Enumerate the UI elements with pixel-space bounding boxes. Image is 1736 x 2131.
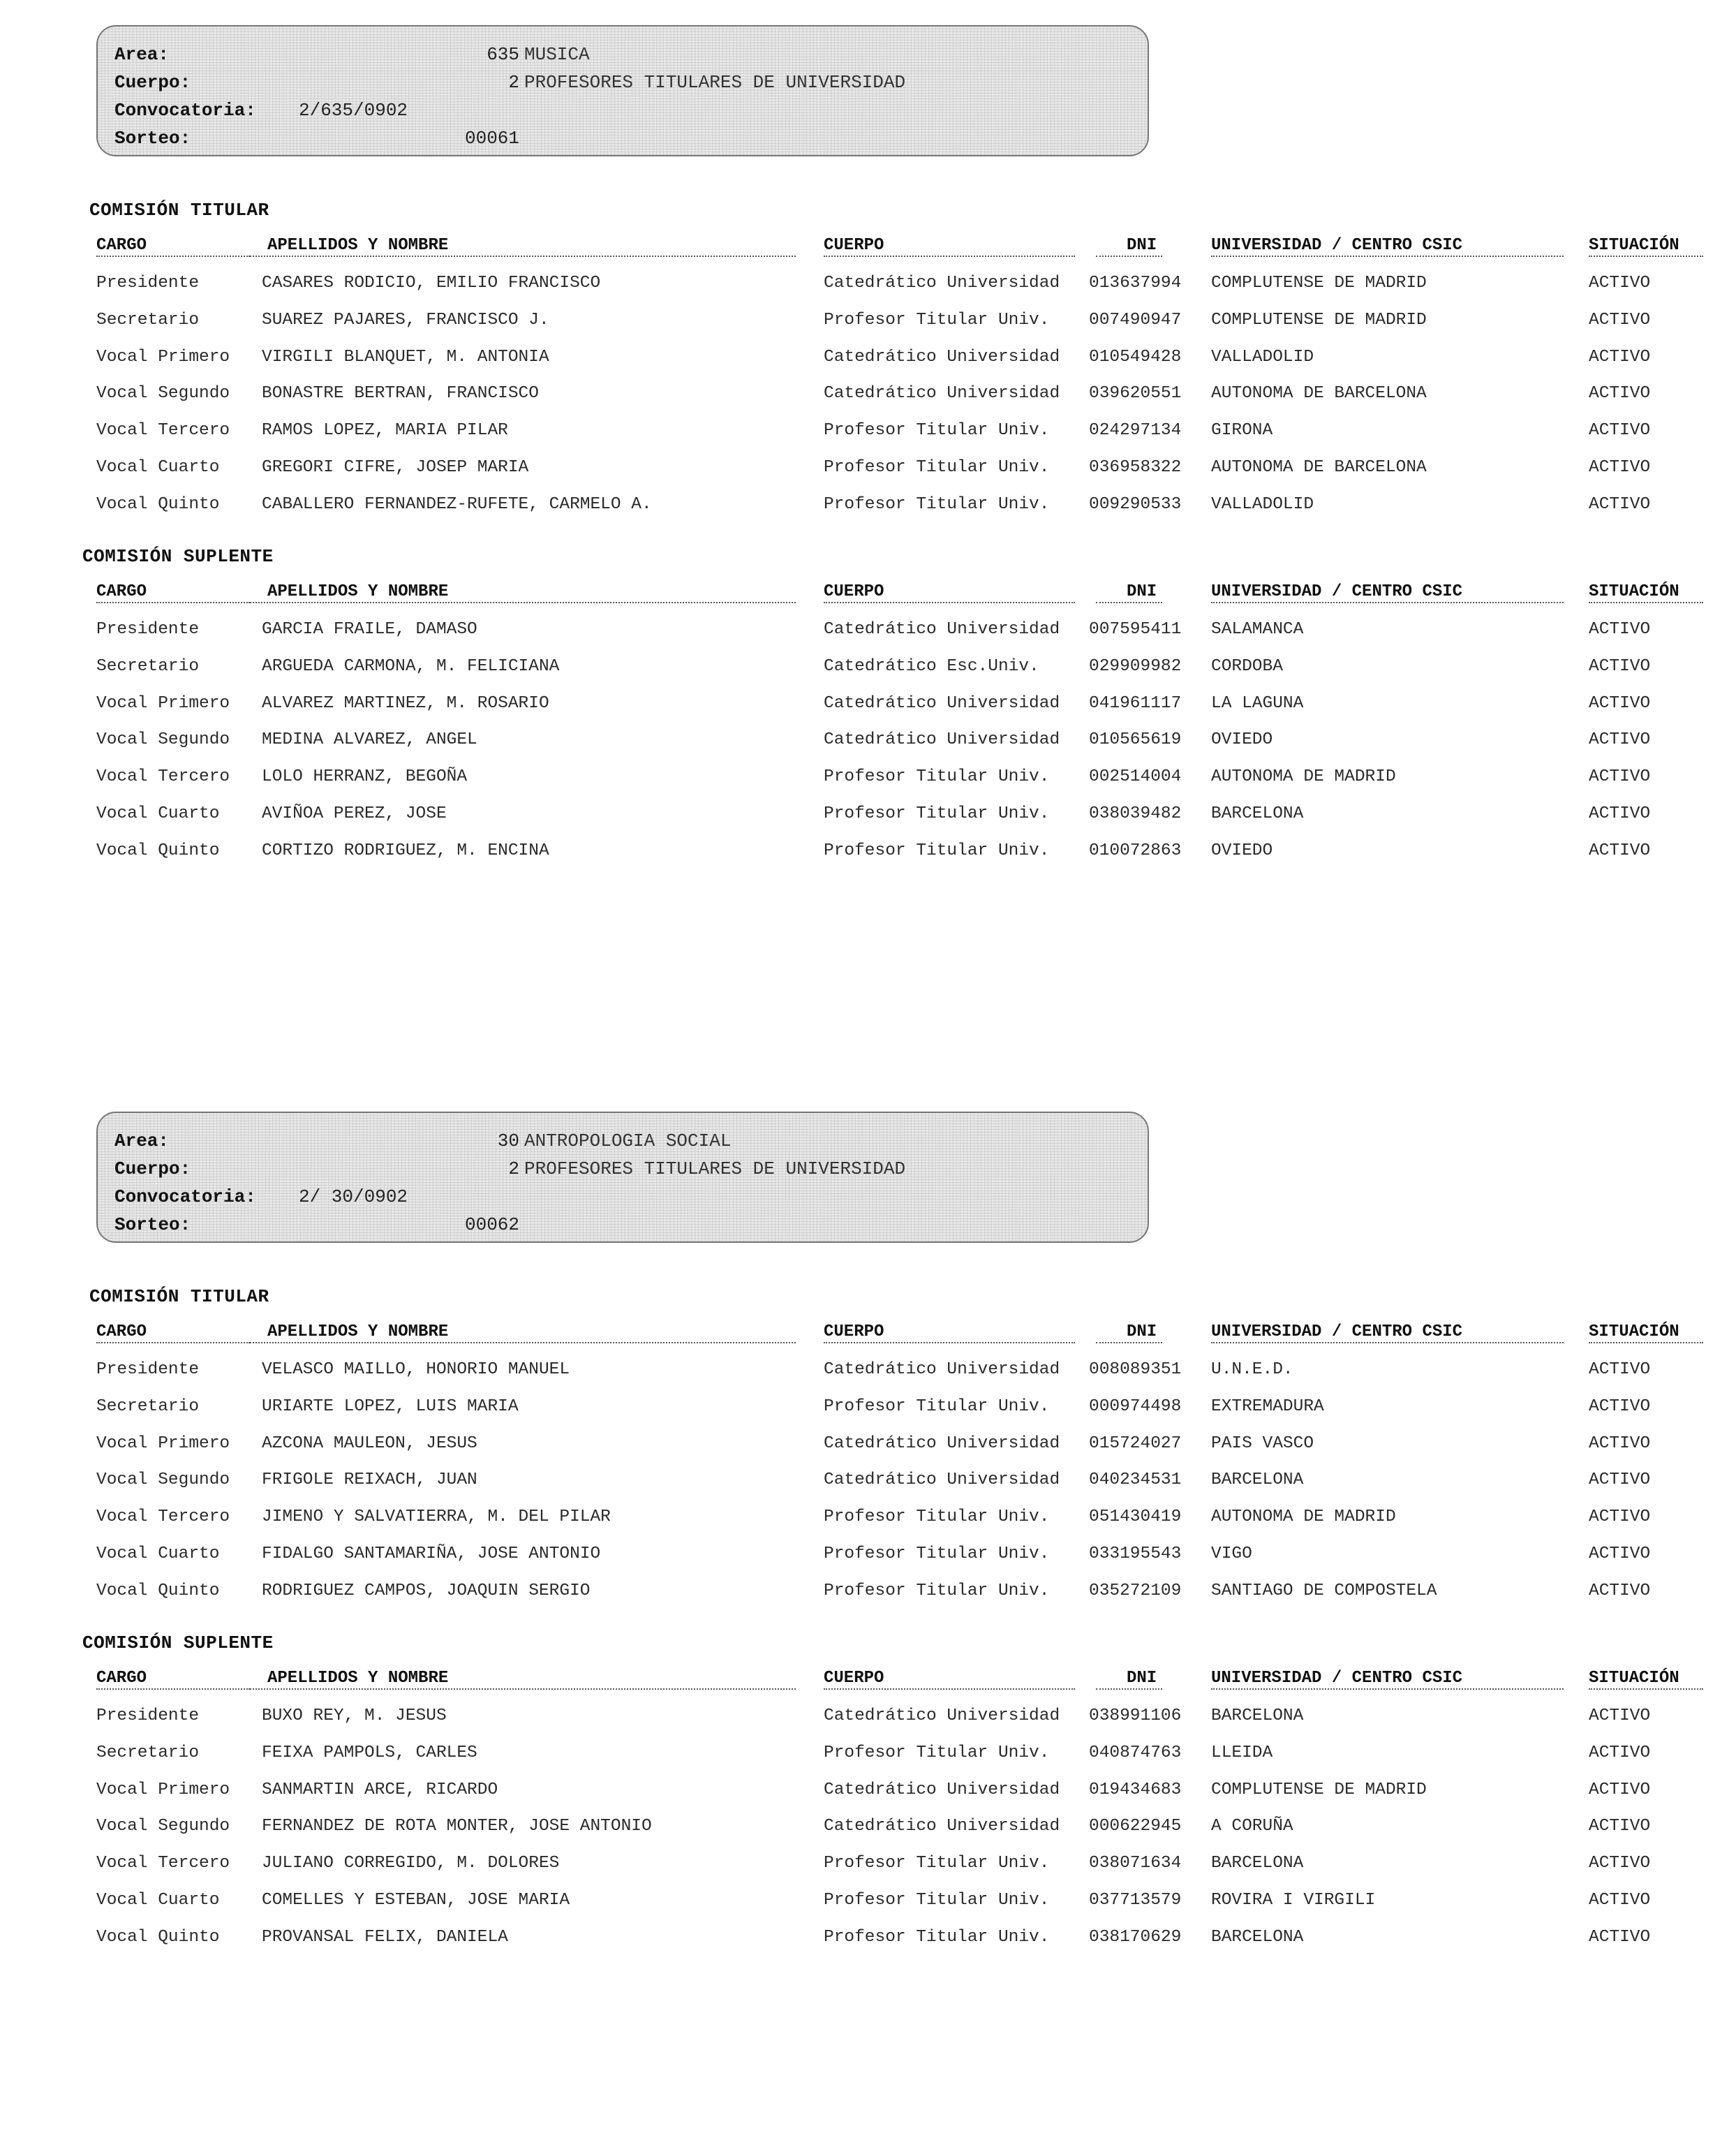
table-row	[0, 1577, 1736, 1605]
dni-cell: 007595411	[1089, 620, 1182, 639]
column-header-rule	[824, 1688, 1075, 1690]
column-header-rule	[1211, 1342, 1564, 1343]
column-header-dni: DNI	[1127, 236, 1157, 255]
header-area-row	[114, 42, 1134, 67]
cuerpo-cell: Profesor Titular Univ.	[824, 767, 1050, 787]
column-header-rule	[96, 602, 250, 603]
table-row	[0, 270, 1736, 297]
header-area-label: Area:	[114, 1130, 170, 1151]
table-row	[0, 1813, 1736, 1841]
nombre-cell: SANMARTIN ARCE, RICARDO	[262, 1780, 498, 1799]
header-convocatoria-row	[114, 1184, 1134, 1209]
column-header-rule	[1096, 1342, 1162, 1343]
table-row	[0, 1739, 1736, 1767]
situacion-cell: ACTIVO	[1589, 274, 1651, 293]
situacion-cell: ACTIVO	[1589, 1891, 1651, 1910]
cuerpo-cell: Catedrático Universidad	[824, 1817, 1060, 1836]
situacion-cell: ACTIVO	[1589, 1780, 1651, 1799]
cargo-cell: Vocal Segundo	[96, 384, 230, 404]
situacion-cell: ACTIVO	[1589, 1470, 1651, 1490]
universidad-cell: GIRONA	[1211, 421, 1273, 441]
column-header-rule	[1589, 602, 1703, 603]
nombre-cell: GREGORI CIFRE, JOSEP MARIA	[262, 458, 529, 477]
column-header-rule	[824, 256, 1075, 257]
cargo-cell: Presidente	[96, 274, 200, 293]
universidad-cell: CORDOBA	[1211, 656, 1283, 676]
universidad-cell: OVIEDO	[1211, 730, 1273, 750]
nombre-cell: COMELLES Y ESTEBAN, JOSE MARIA	[262, 1891, 570, 1910]
situacion-cell: ACTIVO	[1589, 730, 1651, 750]
universidad-cell: AUTONOMA DE MADRID	[1211, 1507, 1396, 1527]
cargo-cell: Vocal Primero	[96, 693, 230, 713]
column-header-rule	[1211, 602, 1564, 603]
cuerpo-cell: Catedrático Universidad	[824, 347, 1060, 367]
situacion-cell: ACTIVO	[1589, 841, 1651, 860]
dni-cell: 009290533	[1089, 494, 1182, 514]
table-row	[0, 491, 1736, 519]
cargo-cell: Vocal Quinto	[96, 494, 220, 514]
column-header-rule	[1096, 1688, 1162, 1690]
universidad-cell: BARCELONA	[1211, 1854, 1304, 1873]
dni-cell: 038170629	[1089, 1927, 1182, 1947]
column-header-rule	[1096, 602, 1162, 603]
header-convocatoria-row	[114, 98, 1134, 123]
header-area-code: 635	[487, 44, 519, 65]
header-cuerpo-code: 2	[508, 72, 519, 93]
cuerpo-cell: Profesor Titular Univ.	[824, 1854, 1050, 1873]
table-row	[0, 837, 1736, 865]
cuerpo-cell: Catedrático Universidad	[824, 1433, 1060, 1453]
table-row	[0, 1887, 1736, 1915]
column-header-dni: DNI	[1127, 582, 1157, 601]
dni-cell: 000622945	[1089, 1817, 1182, 1836]
column-header-cuerpo: CUERPO	[824, 582, 884, 601]
cargo-cell: Presidente	[96, 620, 200, 639]
table-row	[0, 1850, 1736, 1878]
column-header-rule	[824, 1342, 1075, 1343]
table-row	[0, 1430, 1736, 1458]
dni-cell: 039620551	[1089, 384, 1182, 404]
table-row	[0, 307, 1736, 334]
dni-cell: 013637994	[1089, 274, 1182, 293]
situacion-cell: ACTIVO	[1589, 384, 1651, 404]
table-row	[0, 454, 1736, 482]
cargo-cell: Presidente	[96, 1706, 200, 1725]
situacion-cell: ACTIVO	[1589, 458, 1651, 477]
cuerpo-cell: Catedrático Esc.Univ.	[824, 656, 1039, 676]
dni-cell: 038039482	[1089, 804, 1182, 823]
cargo-cell: Vocal Primero	[96, 1780, 230, 1799]
cuerpo-cell: Profesor Titular Univ.	[824, 841, 1050, 860]
universidad-cell: ROVIRA I VIRGILI	[1211, 1891, 1376, 1910]
column-header-rule	[250, 1342, 796, 1343]
header-cuerpo-label: Cuerpo:	[114, 72, 191, 93]
header-area-label: Area:	[114, 44, 170, 65]
cargo-cell: Vocal Tercero	[96, 1854, 230, 1873]
nombre-cell: SUAREZ PAJARES, FRANCISCO J.	[262, 310, 549, 330]
universidad-cell: AUTONOMA DE BARCELONA	[1211, 458, 1427, 477]
column-header-dni: DNI	[1127, 1322, 1157, 1341]
column-header-rule	[96, 256, 250, 257]
cargo-cell: Vocal Segundo	[96, 730, 230, 750]
header-convocatoria-label: Convocatoria:	[114, 1186, 256, 1207]
universidad-cell: A CORUÑA	[1211, 1817, 1293, 1836]
header-sorteo-code: 00062	[464, 1214, 519, 1235]
cargo-cell: Secretario	[96, 656, 200, 676]
situacion-cell: ACTIVO	[1589, 804, 1651, 823]
header-sorteo-code: 00061	[464, 128, 519, 149]
header-sorteo-label: Sorteo:	[114, 128, 191, 149]
nombre-cell: FEIXA PAMPOLS, CARLES	[262, 1743, 477, 1762]
table-row	[0, 800, 1736, 828]
cuerpo-cell: Profesor Titular Univ.	[824, 310, 1050, 330]
situacion-cell: ACTIVO	[1589, 1360, 1651, 1379]
nombre-cell: RODRIGUEZ CAMPOS, JOAQUIN SERGIO	[262, 1581, 591, 1600]
cargo-cell: Presidente	[96, 1360, 200, 1379]
column-header-cargo: CARGO	[96, 1669, 147, 1688]
cuerpo-cell: Catedrático Universidad	[824, 693, 1060, 713]
header-cuerpo-name: PROFESORES TITULARES DE UNIVERSIDAD	[524, 72, 906, 93]
situacion-cell: ACTIVO	[1589, 347, 1651, 367]
column-header-cuerpo: CUERPO	[824, 236, 884, 255]
universidad-cell: VIGO	[1211, 1544, 1252, 1563]
cuerpo-cell: Profesor Titular Univ.	[824, 1507, 1050, 1527]
situacion-cell: ACTIVO	[1589, 1396, 1651, 1416]
nombre-cell: FERNANDEZ DE ROTA MONTER, JOSE ANTONIO	[262, 1817, 652, 1836]
column-header-nombre: APELLIDOS Y NOMBRE	[267, 582, 449, 601]
table-row	[0, 690, 1736, 718]
column-header-dni: DNI	[1127, 1669, 1157, 1688]
dni-cell: 038991106	[1089, 1706, 1182, 1725]
nombre-cell: LOLO HERRANZ, BEGOÑA	[262, 767, 468, 787]
cuerpo-cell: Profesor Titular Univ.	[824, 1743, 1050, 1762]
column-header-univ: UNIVERSIDAD / CENTRO CSIC	[1211, 236, 1463, 255]
nombre-cell: JULIANO CORREGIDO, M. DOLORES	[262, 1854, 560, 1873]
cargo-cell: Vocal Primero	[96, 347, 230, 367]
cargo-cell: Secretario	[96, 310, 200, 330]
column-header-rule	[1096, 256, 1162, 257]
header-sorteo-row	[114, 126, 1134, 151]
nombre-cell: CASARES RODICIO, EMILIO FRANCISCO	[262, 274, 601, 293]
table-row	[0, 1540, 1736, 1568]
cuerpo-cell: Catedrático Universidad	[824, 730, 1060, 750]
cuerpo-cell: Profesor Titular Univ.	[824, 494, 1050, 514]
situacion-cell: ACTIVO	[1589, 1581, 1651, 1600]
dni-cell: 036958322	[1089, 458, 1182, 477]
column-header-univ: UNIVERSIDAD / CENTRO CSIC	[1211, 582, 1463, 601]
nombre-cell: BONASTRE BERTRAN, FRANCISCO	[262, 384, 539, 404]
nombre-cell: FIDALGO SANTAMARIÑA, JOSE ANTONIO	[262, 1544, 601, 1563]
column-header-nombre: APELLIDOS Y NOMBRE	[267, 1322, 449, 1341]
cuerpo-cell: Catedrático Universidad	[824, 1360, 1060, 1379]
section-title-titular: COMISIÓN TITULAR	[89, 200, 269, 221]
nombre-cell: BUXO REY, M. JESUS	[262, 1706, 447, 1725]
header-convocatoria-label: Convocatoria:	[114, 100, 256, 121]
cargo-cell: Secretario	[96, 1743, 200, 1762]
cargo-cell: Vocal Quinto	[96, 1581, 220, 1600]
table-row	[0, 1776, 1736, 1804]
cargo-cell: Secretario	[96, 1396, 200, 1416]
cargo-cell: Vocal Cuarto	[96, 804, 220, 823]
table-row	[0, 344, 1736, 371]
situacion-cell: ACTIVO	[1589, 1854, 1651, 1873]
column-header-cuerpo: CUERPO	[824, 1322, 884, 1341]
comision-block	[0, 25, 1736, 1045]
column-header-rule	[1211, 1688, 1564, 1690]
dni-cell: 038071634	[1089, 1854, 1182, 1873]
universidad-cell: BARCELONA	[1211, 804, 1304, 823]
dni-cell: 041961117	[1089, 693, 1182, 713]
cuerpo-cell: Profesor Titular Univ.	[824, 1581, 1050, 1600]
universidad-cell: BARCELONA	[1211, 1706, 1304, 1725]
cargo-cell: Vocal Primero	[96, 1433, 230, 1453]
universidad-cell: OVIEDO	[1211, 841, 1273, 860]
situacion-cell: ACTIVO	[1589, 1743, 1651, 1762]
table-row	[0, 1466, 1736, 1494]
nombre-cell: GARCIA FRAILE, DAMASO	[262, 620, 477, 639]
column-header-sit: SITUACIÓN	[1589, 1669, 1679, 1688]
header-convocatoria-value: 2/ 30/0902	[299, 1186, 408, 1207]
dni-cell: 033195543	[1089, 1544, 1182, 1563]
dni-cell: 002514004	[1089, 767, 1182, 787]
cuerpo-cell: Catedrático Universidad	[824, 1470, 1060, 1490]
nombre-cell: ARGUEDA CARMONA, M. FELICIANA	[262, 656, 560, 676]
dni-cell: 040234531	[1089, 1470, 1182, 1490]
header-cuerpo-label: Cuerpo:	[114, 1158, 191, 1179]
dni-cell: 051430419	[1089, 1507, 1182, 1527]
situacion-cell: ACTIVO	[1589, 310, 1651, 330]
universidad-cell: VALLADOLID	[1211, 494, 1314, 514]
universidad-cell: LA LAGUNA	[1211, 693, 1304, 713]
universidad-cell: COMPLUTENSE DE MADRID	[1211, 1780, 1427, 1799]
header-sorteo-label: Sorteo:	[114, 1214, 191, 1235]
column-header-rule	[1589, 1342, 1703, 1343]
header-cuerpo-code: 2	[508, 1158, 519, 1179]
section-title-titular: COMISIÓN TITULAR	[89, 1286, 269, 1307]
dni-cell: 010549428	[1089, 347, 1182, 367]
column-header-sit: SITUACIÓN	[1589, 582, 1679, 601]
column-header-cuerpo: CUERPO	[824, 1669, 884, 1688]
cargo-cell: Vocal Tercero	[96, 767, 230, 787]
table-row	[0, 763, 1736, 791]
cargo-cell: Vocal Segundo	[96, 1470, 230, 1490]
table-row	[0, 1503, 1736, 1531]
cargo-cell: Vocal Cuarto	[96, 1544, 220, 1563]
cuerpo-cell: Profesor Titular Univ.	[824, 1396, 1050, 1416]
cargo-cell: Vocal Tercero	[96, 1507, 230, 1527]
table-row	[0, 616, 1736, 644]
nombre-cell: PROVANSAL FELIX, DANIELA	[262, 1927, 508, 1947]
situacion-cell: ACTIVO	[1589, 620, 1651, 639]
column-header-cargo: CARGO	[96, 1322, 147, 1341]
column-header-rule	[96, 1688, 250, 1690]
comision-block	[0, 1112, 1736, 2131]
header-area-name: MUSICA	[524, 44, 590, 65]
situacion-cell: ACTIVO	[1589, 1706, 1651, 1725]
universidad-cell: PAIS VASCO	[1211, 1433, 1314, 1453]
dni-cell: 019434683	[1089, 1780, 1182, 1799]
nombre-cell: URIARTE LOPEZ, LUIS MARIA	[262, 1396, 519, 1416]
cuerpo-cell: Catedrático Universidad	[824, 384, 1060, 404]
header-sorteo-row	[114, 1212, 1134, 1237]
nombre-cell: VIRGILI BLANQUET, M. ANTONIA	[262, 347, 549, 367]
situacion-cell: ACTIVO	[1589, 421, 1651, 441]
nombre-cell: CABALLERO FERNANDEZ-RUFETE, CARMELO A.	[262, 494, 652, 514]
nombre-cell: AZCONA MAULEON, JESUS	[262, 1433, 477, 1453]
situacion-cell: ACTIVO	[1589, 1544, 1651, 1563]
dni-cell: 010565619	[1089, 730, 1182, 750]
column-header-cargo: CARGO	[96, 582, 147, 601]
table-row	[0, 417, 1736, 445]
dni-cell: 010072863	[1089, 841, 1182, 860]
universidad-cell: COMPLUTENSE DE MADRID	[1211, 274, 1427, 293]
column-header-rule	[1589, 256, 1703, 257]
nombre-cell: FRIGOLE REIXACH, JUAN	[262, 1470, 477, 1490]
universidad-cell: SANTIAGO DE COMPOSTELA	[1211, 1581, 1437, 1600]
column-header-sit: SITUACIÓN	[1589, 236, 1679, 255]
table-row	[0, 1924, 1736, 1952]
dni-cell: 000974498	[1089, 1396, 1182, 1416]
nombre-cell: VELASCO MAILLO, HONORIO MANUEL	[262, 1360, 570, 1379]
cargo-cell: Vocal Tercero	[96, 421, 230, 441]
dni-cell: 007490947	[1089, 310, 1182, 330]
header-area-code: 30	[497, 1130, 519, 1151]
cargo-cell: Vocal Segundo	[96, 1817, 230, 1836]
cuerpo-cell: Profesor Titular Univ.	[824, 1927, 1050, 1947]
nombre-cell: JIMENO Y SALVATIERRA, M. DEL PILAR	[262, 1507, 611, 1527]
nombre-cell: CORTIZO RODRIGUEZ, M. ENCINA	[262, 841, 549, 860]
header-cuerpo-name: PROFESORES TITULARES DE UNIVERSIDAD	[524, 1158, 906, 1179]
nombre-cell: RAMOS LOPEZ, MARIA PILAR	[262, 421, 508, 441]
situacion-cell: ACTIVO	[1589, 767, 1651, 787]
dni-cell: 037713579	[1089, 1891, 1182, 1910]
column-header-rule	[1589, 1688, 1703, 1690]
column-header-rule	[250, 256, 796, 257]
header-cuerpo-row	[114, 70, 1134, 95]
cuerpo-cell: Profesor Titular Univ.	[824, 458, 1050, 477]
universidad-cell: AUTONOMA DE MADRID	[1211, 767, 1396, 787]
table-row	[0, 1702, 1736, 1730]
column-header-rule	[1211, 256, 1564, 257]
column-header-nombre: APELLIDOS Y NOMBRE	[267, 236, 449, 255]
universidad-cell: BARCELONA	[1211, 1927, 1304, 1947]
section-title-suplente: COMISIÓN SUPLENTE	[82, 1632, 274, 1653]
cuerpo-cell: Catedrático Universidad	[824, 1780, 1060, 1799]
situacion-cell: ACTIVO	[1589, 693, 1651, 713]
universidad-cell: EXTREMADURA	[1211, 1396, 1324, 1416]
table-row	[0, 1393, 1736, 1421]
situacion-cell: ACTIVO	[1589, 1433, 1651, 1453]
cuerpo-cell: Profesor Titular Univ.	[824, 1891, 1050, 1910]
dni-cell: 029909982	[1089, 656, 1182, 676]
cargo-cell: Vocal Quinto	[96, 841, 220, 860]
header-area-name: ANTROPOLOGIA SOCIAL	[524, 1130, 732, 1151]
column-header-univ: UNIVERSIDAD / CENTRO CSIC	[1211, 1669, 1463, 1688]
situacion-cell: ACTIVO	[1589, 656, 1651, 676]
header-convocatoria-value: 2/635/0902	[299, 100, 408, 121]
header-box	[96, 1112, 1149, 1243]
situacion-cell: ACTIVO	[1589, 1817, 1651, 1836]
table-row	[0, 726, 1736, 754]
table-row	[0, 653, 1736, 681]
cuerpo-cell: Catedrático Universidad	[824, 1706, 1060, 1725]
nombre-cell: AVIÑOA PEREZ, JOSE	[262, 804, 447, 823]
header-area-row	[114, 1128, 1134, 1153]
universidad-cell: COMPLUTENSE DE MADRID	[1211, 310, 1427, 330]
column-header-rule	[250, 1688, 796, 1690]
dni-cell: 008089351	[1089, 1360, 1182, 1379]
column-header-univ: UNIVERSIDAD / CENTRO CSIC	[1211, 1322, 1463, 1341]
table-row	[0, 380, 1736, 408]
column-header-nombre: APELLIDOS Y NOMBRE	[267, 1669, 449, 1688]
dni-cell: 035272109	[1089, 1581, 1182, 1600]
cuerpo-cell: Profesor Titular Univ.	[824, 421, 1050, 441]
cuerpo-cell: Catedrático Universidad	[824, 620, 1060, 639]
situacion-cell: ACTIVO	[1589, 494, 1651, 514]
dni-cell: 040874763	[1089, 1743, 1182, 1762]
universidad-cell: BARCELONA	[1211, 1470, 1304, 1490]
situacion-cell: ACTIVO	[1589, 1927, 1651, 1947]
cuerpo-cell: Profesor Titular Univ.	[824, 804, 1050, 823]
dni-cell: 015724027	[1089, 1433, 1182, 1453]
column-header-cargo: CARGO	[96, 236, 147, 255]
header-cuerpo-row	[114, 1156, 1134, 1181]
nombre-cell: MEDINA ALVAREZ, ANGEL	[262, 730, 477, 750]
universidad-cell: VALLADOLID	[1211, 347, 1314, 367]
universidad-cell: SALAMANCA	[1211, 620, 1304, 639]
header-box	[96, 25, 1149, 156]
cuerpo-cell: Catedrático Universidad	[824, 274, 1060, 293]
column-header-rule	[824, 602, 1075, 603]
cargo-cell: Vocal Cuarto	[96, 1891, 220, 1910]
universidad-cell: LLEIDA	[1211, 1743, 1273, 1762]
situacion-cell: ACTIVO	[1589, 1507, 1651, 1527]
universidad-cell: AUTONOMA DE BARCELONA	[1211, 384, 1427, 404]
table-row	[0, 1356, 1736, 1384]
section-title-suplente: COMISIÓN SUPLENTE	[82, 546, 274, 567]
dni-cell: 024297134	[1089, 421, 1182, 441]
column-header-rule	[96, 1342, 250, 1343]
cargo-cell: Vocal Quinto	[96, 1927, 220, 1947]
column-header-sit: SITUACIÓN	[1589, 1322, 1679, 1341]
column-header-rule	[250, 602, 796, 603]
universidad-cell: U.N.E.D.	[1211, 1360, 1293, 1379]
cargo-cell: Vocal Cuarto	[96, 458, 220, 477]
cuerpo-cell: Profesor Titular Univ.	[824, 1544, 1050, 1563]
nombre-cell: ALVAREZ MARTINEZ, M. ROSARIO	[262, 693, 549, 713]
